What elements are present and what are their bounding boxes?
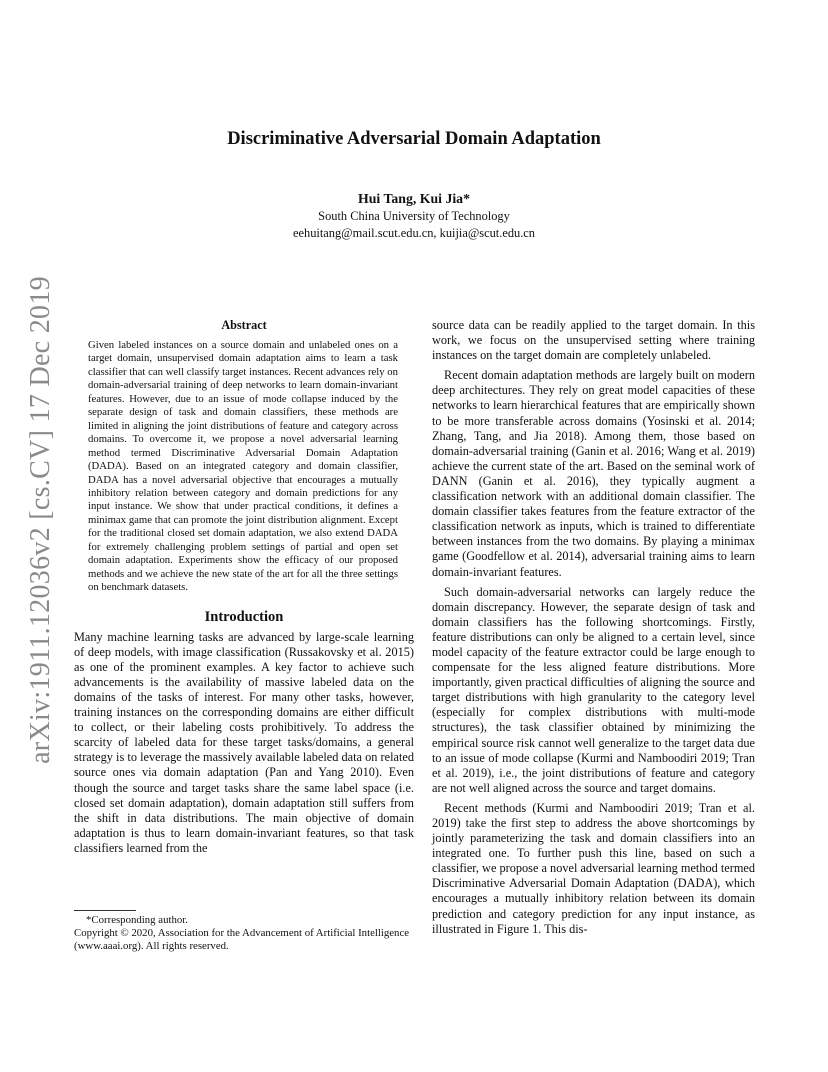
abstract-heading: Abstract [221,318,267,332]
arxiv-side-identifier [17,276,65,764]
right-column [432,318,755,942]
footnote-divider [74,910,136,911]
footnote-block [74,914,414,953]
intro-paragraph-continued: source data can be readily applied to the target domain. In this work, we focus on the unsupervised setting where training instances on the target domain are completely unlabeled. [432,318,755,363]
copyright-notice: Copyright © 2020, Association for the Advancement of Artificial Intelligence (www.aaai.org). All rights reserved. [74,927,410,952]
paper-authors: Hui Tang, Kui Jia* [358,191,470,206]
intro-paragraph-2: Recent domain adaptation methods are largely built on modern deep architectures. They rely on great model capacities of these networks to learn hierarchical features that are empirically shown to be more transferable across domains (Yosinski et al. 2014; Zhang, Tang, and Jia 2018). Among them, those based on domain-adversarial training (Ganin et al. 2016; Wang et al. 2019) achieve the current state of the art. Based on the seminal work of DANN (Ganin et al. 2016), they typically augment a classification network with an additional domain classifier. The domain classifier takes features from the feature extractor of the classification network as inputs, which is trained to differentiate between instances from the two domains. By playing a minimax game (Goodfellow et al. 2014), adversarial training aims to learn domain-invariant features. [432,368,755,579]
introduction-heading: Introduction [204,608,284,625]
author-emails: eehuitang@mail.scut.edu.cn, kuijia@scut.edu.cn [293,226,535,240]
left-column [74,318,414,856]
corresponding-author-note: *Corresponding author. [86,914,188,926]
intro-paragraph-1: Many machine learning tasks are advanced by large-scale learning of deep models, with image classification (Russakovsky et al. 2015) as one of the prominent examples. A key factor to achieve such advancements is the availability of massive labeled data on the domains of the tasks of interest. For many other tasks, however, training instances on the corresponding domains are either difficult to collect, or their labeling costs prohibitively. To address the scarcity of labeled data for these target tasks/domains, a general strategy is to leverage the massively available labeled data on related source ones via domain adaptation (Pan and Yang 2010). Even though the source and target tasks share the same label space (i.e. closed set domain adaptation), domain adaptation still suffers from the shift in data distributions. The main objective of domain adaptation is thus to learn domain-invariant features, so that task classifiers learned from the [74,629,414,855]
intro-paragraph-3: Such domain-adversarial networks can largely reduce the domain discrepancy. However, the separate design of task and domain classifiers has the following shortcomings. Firstly, feature distributions can only be aligned to a certain level, since model capacity of the feature extractor could be large enough to compensate for the less aligned feature distributions. More importantly, given practical difficulties of aligning the source and target distributions with high granularity to the category level (especially for complex distributions with multi-mode structures), the task classifier obtained by minimizing the empirical source risk cannot well generalize to the target data due to an issue of mode collapse (Kurmi and Namboodiri 2019; Tran et al. 2019), i.e., the joint distributions of feature and category are not well aligned across the source and target domains. [432,584,755,795]
intro-paragraph-4: Recent methods (Kurmi and Namboodiri 2019; Tran et al. 2019) take the first step to address the above shortcomings by jointly parameterizing the task and domain classifiers into an integrated one. To further push this line, based on such a classifier, we propose a novel adversarial learning method termed Discriminative Adversarial Domain Adaptation (DADA), which encourages a mutually inhibitory relation between its domain prediction and category prediction for any input instance, as illustrated in Figure 1. This dis- [432,800,755,936]
arxiv-id-text: arXiv:1911.12036v2 [cs.CV] 17 Dec 2019 [25,276,56,764]
paper-title: Discriminative Adversarial Domain Adaptation [227,129,601,149]
author-affiliation: South China University of Technology [318,209,510,223]
abstract-text: Given labeled instances on a source domain and unlabeled ones on a target domain, unsupervised domain adaptation aims to learn a task classifier that can well classify target instances. Recent advances rely on domain-adversarial training of deep networks to learn domain-invariant features. However, due to an issue of mode collapse induced by the separate design of task and domain classifiers, these methods are limited in aligning the joint distributions of feature and category across domains. To overcome it, we propose a novel adversarial learning method termed Discriminative Adversarial Domain Adaptation (DADA). Based on an integrated category and domain classifier, DADA has a novel adversarial objective that encourages a mutually inhibitory relation between category and domain predictions for any input instance. We show that under practical conditions, it defines a minimax game that can promote the joint distribution alignment. Except for the traditional closed set domain adaptation, we also extend DADA for extremely challenging problem settings of partial and open set domain adaptation. Experiments show the efficacy of our proposed methods and we achieve the new state of the art for all the three settings on benchmark datasets. [88,339,398,594]
